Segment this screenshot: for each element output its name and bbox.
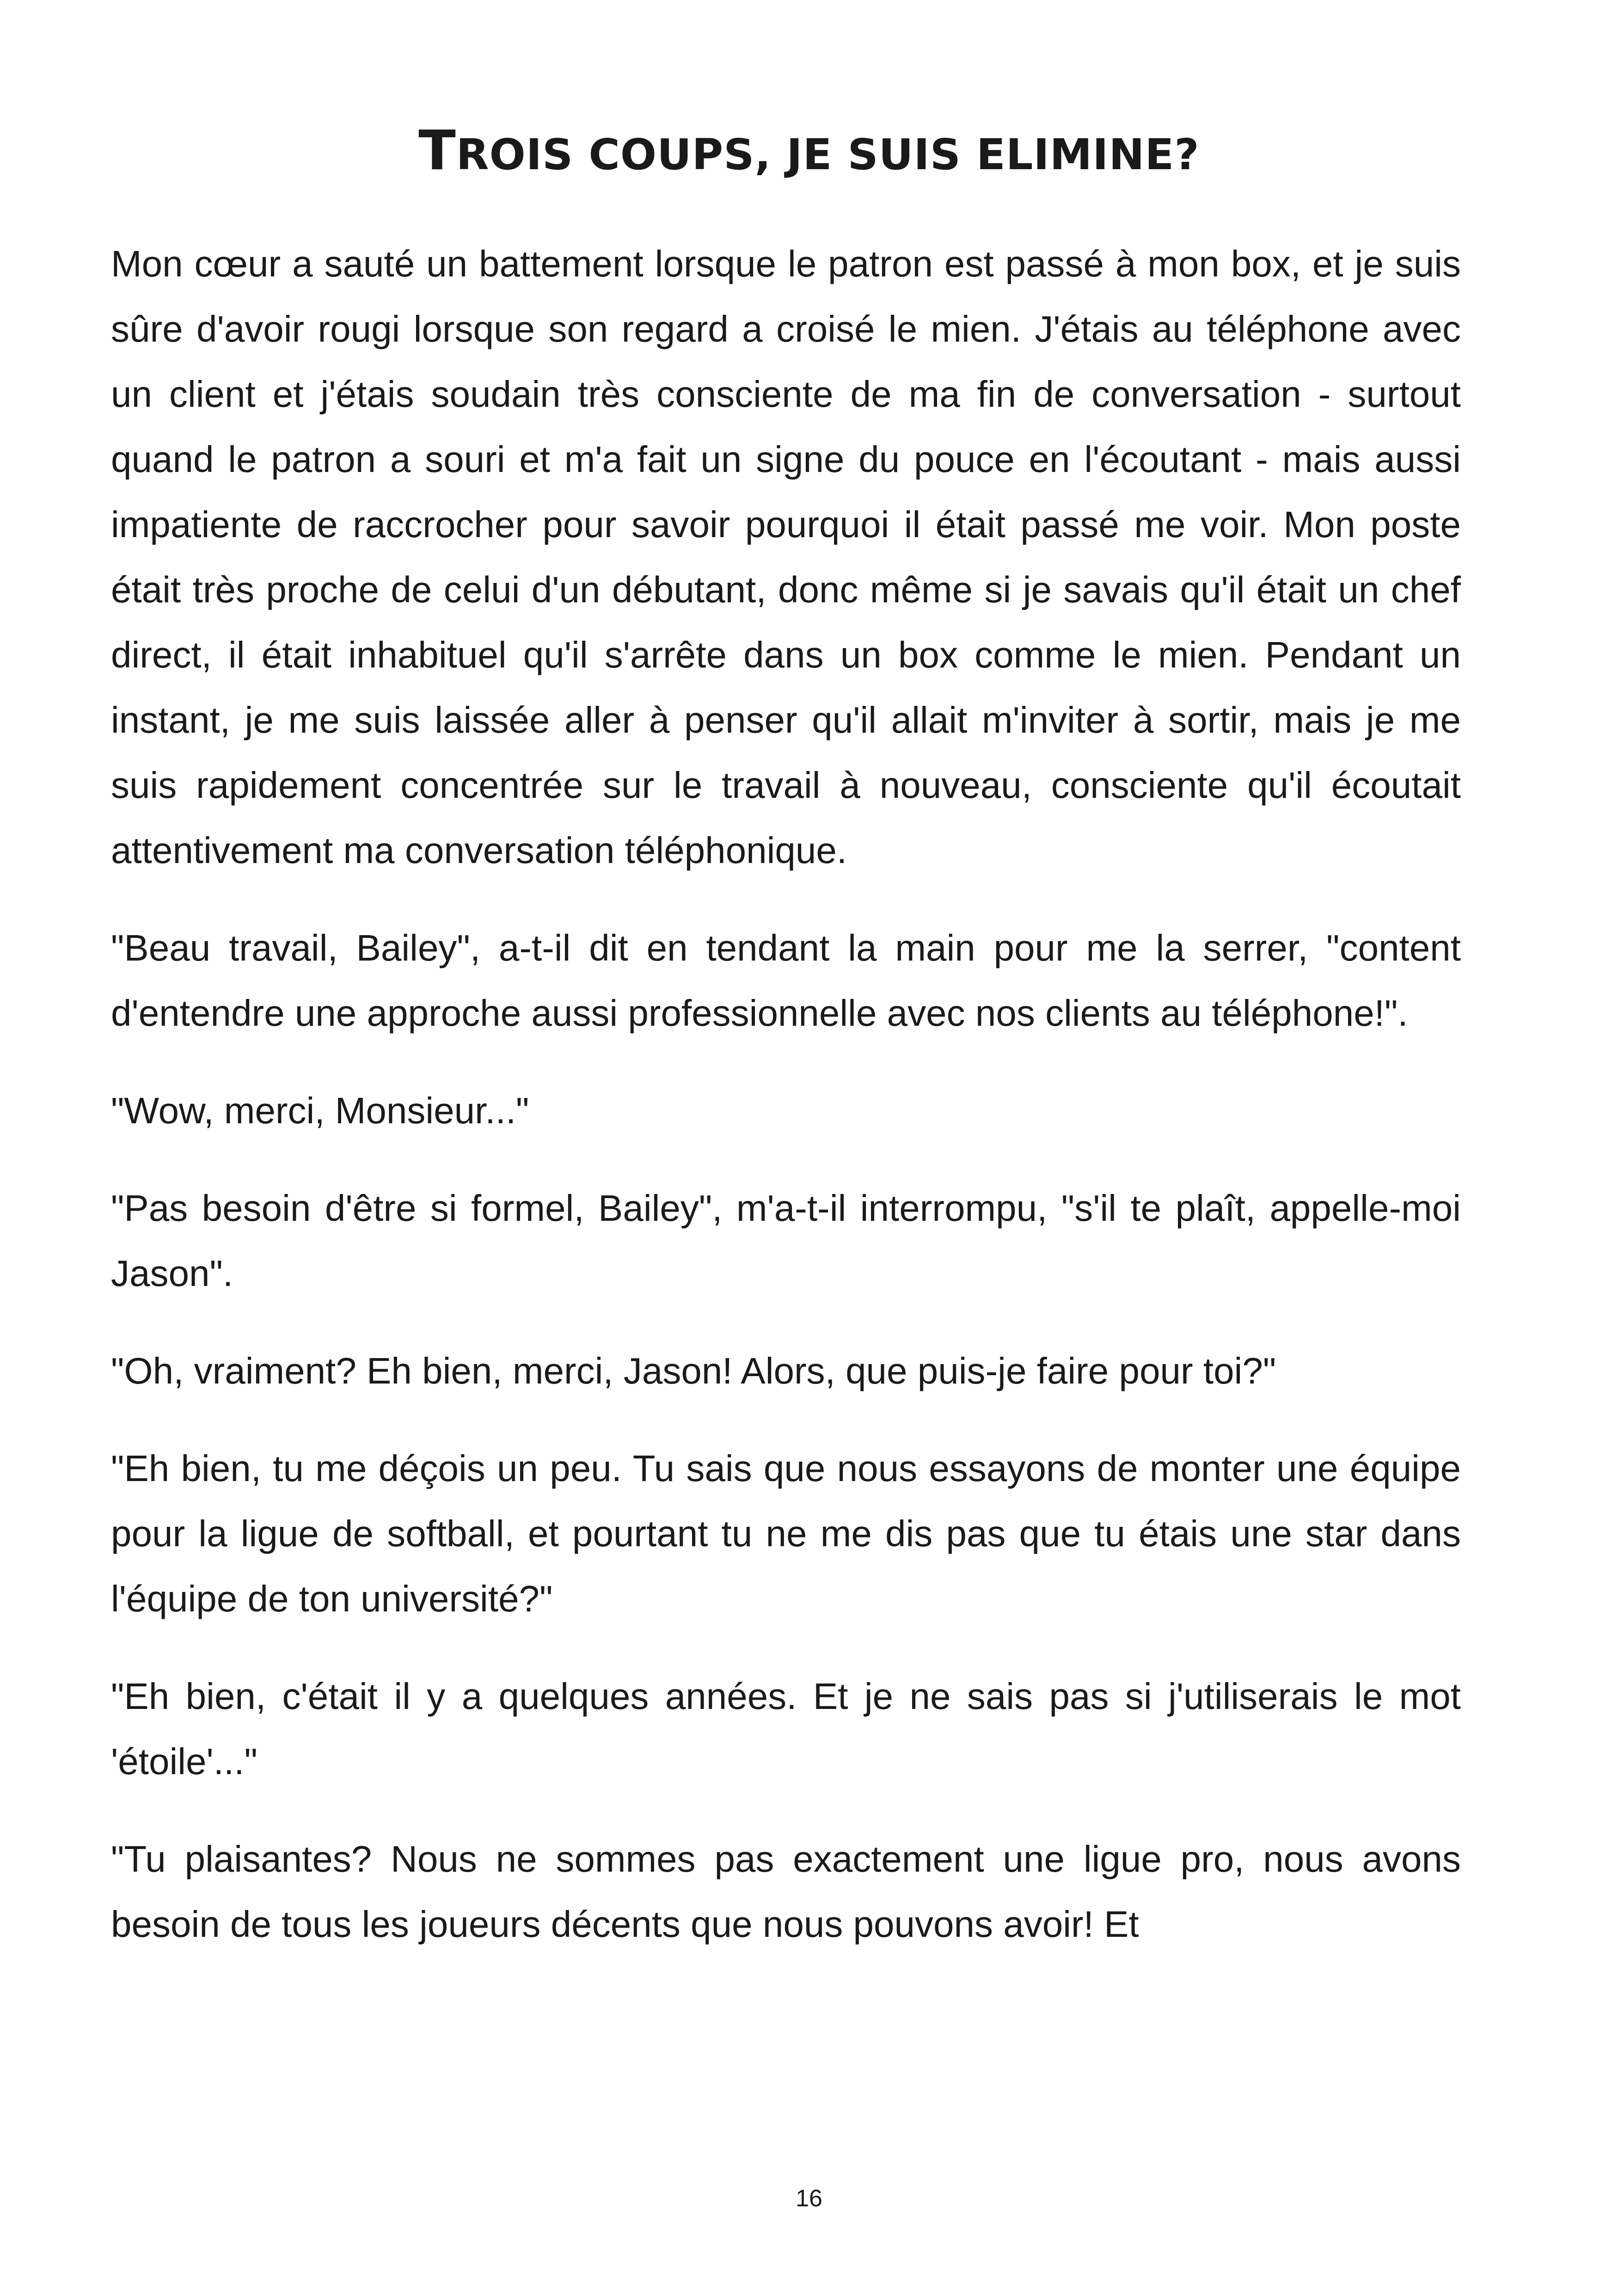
page-number: 16: [796, 2185, 822, 2212]
paragraph: "Tu plaisantes? Nous ne sommes pas exactement une ligue pro, nous avons besoin de tous les joueurs décents que nous pouvons avoir! Et: [111, 1838, 1461, 1945]
paragraph: "Eh bien, tu me déçois un peu. Tu sais que nous essayons de monter une équipe pour la ligue de softball, et pourtant tu ne me dis pas que tu étais une star dans l'équipe de ton université?": [111, 1448, 1461, 1619]
paragraph: "Oh, vraiment? Eh bien, merci, Jason! Alors, que puis-je faire pour toi?": [111, 1350, 1276, 1391]
chapter-title-initial: T: [418, 118, 456, 182]
paragraph: "Beau travail, Bailey", a-t-il dit en tendant la main pour me la serrer, "content d'entendre une approche aussi professionnelle avec nos clients au téléphone!".: [111, 927, 1461, 1034]
chapter-title: [0, 118, 1618, 184]
paragraph: "Eh bien, c'était il y a quelques années. Et je ne sais pas si j'utiliserais le mot 'étoile'...": [111, 1676, 1461, 1782]
chapter-title-rest: ROIS COUPS, JE SUIS ELIMINE?: [456, 130, 1200, 179]
paragraph: "Wow, merci, Monsieur...": [111, 1090, 529, 1131]
paragraph: Mon cœur a sauté un battement lorsque le patron est passé à mon box, et je suis sûre d'avoir rougi lorsque son regard a croisé le mien. J'étais au téléphone avec un client et j'étais soudain très consciente de ma fin de conversation - surtout quand le patron a souri et m'a fait un signe du pouce en l'écoutant - mais aussi impatiente de raccrocher pour savoir pourquoi il était passé me voir. Mon poste était très proche de celui d'un débutant, donc même si je savais qu'il était un chef direct, il était inhabituel qu'il s'arrête dans un box comme le mien. Pendant un instant, je me suis laissée aller à penser qu'il allait m'inviter à sortir, mais je me suis rapidement concentrée sur le travail à nouveau, consciente qu'il écoutait attentivement ma conversation téléphonique.: [111, 243, 1461, 871]
body-text: [111, 231, 1461, 1989]
paragraph: "Pas besoin d'être si formel, Bailey", m'a-t-il interrompu, "s'il te plaît, appelle-moi Jason".: [111, 1188, 1461, 1294]
